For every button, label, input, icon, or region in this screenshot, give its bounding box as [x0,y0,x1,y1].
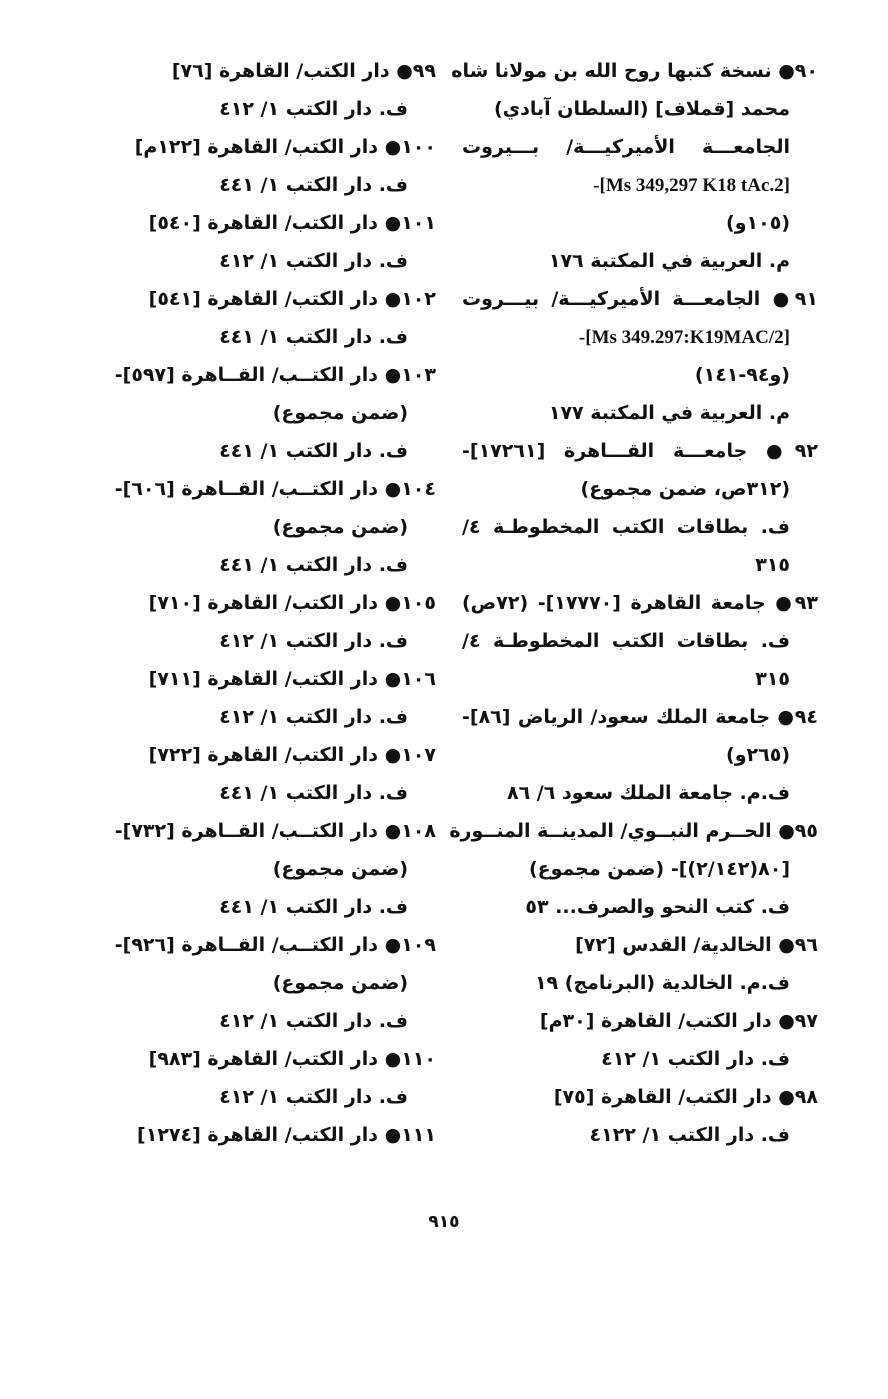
entry-heading-line: ١٠٠● دار الكتب/ القاهرة [١٢٢م] [134,136,436,158]
entry-heading-line: ٩٥● الحــرم النبــوي/ المدينــة المنــورة [449,820,818,842]
entry-detail-line: ف. دار الكتب ١/ ٤٤١ [219,554,408,576]
entry-detail-line: م. العربية في المكتبة ١٧٦ [548,250,790,272]
entry-heading-line: ١١٠● دار الكتب/ القاهرة [٩٨٣] [148,1048,436,1070]
entry-heading-line: ٩٤● جامعة الملك سعود/ الرياض [٨٦]- [462,706,818,728]
entry-detail-line: ف. دار الكتب ١/ ٤٤١ [219,782,408,804]
right-column [449,52,818,1154]
entry-heading-line: ٩٠● نسخة كتبها روح الله بن مولانا شاه [451,60,818,82]
entry-detail-line: ف. دار الكتب ١/ ٤١٢ [219,250,408,272]
entry-detail-line: م. العربية في المكتبة ١٧٧ [548,402,790,424]
entry-detail-line: (ضمن مجموع) [272,516,408,538]
entry-detail-line: (٢٦٥و) [726,744,790,766]
entry-detail-line: ف. دار الكتب ١/ ٤١٢ [601,1048,790,1070]
entry-detail-line: -[Ms 349,297 K18 tAc.2] [593,175,790,196]
entry-heading-line: ١٠٦● دار الكتب/ القاهرة [٧١١] [148,668,436,690]
entry-heading-line: ٩٨● دار الكتب/ القاهرة [٧٥] [553,1086,818,1108]
entry-heading-line: ٩١● الجامعـــة الأميركيـــة/ بيـــروت [462,288,818,310]
entry-detail-line: ٣١٥ [755,668,790,690]
entry-detail-line: (١٠٥و) [726,212,790,234]
entry-heading-line: ٩٢● جامعـــة القـــاهرة [١٧٢٦١]- [462,440,818,462]
entry-detail-line: -[Ms 349.297:K19MAC/2] [578,327,790,348]
entry-detail-line: ف. دار الكتب ١/ ٤١٢٢ [589,1124,790,1146]
entry-heading-line: ١٠٢● دار الكتب/ القاهرة [٥٤١] [148,288,436,310]
left-column [114,52,436,1154]
entry-heading-line: ١٠٧● دار الكتب/ القاهرة [٧٢٢] [148,744,436,766]
entry-detail-line: ف. دار الكتب ١/ ٤١٢ [219,1086,408,1108]
entry-detail-line: ف. دار الكتب ١/ ٤١٢ [219,98,408,120]
entry-detail-line: ف. بطاقات الكتب المخطوطـة ٤/ [462,630,790,652]
entry-heading-line: ١٠٣● دار الكتــب/ القــاهرة [٥٩٧]- [114,364,436,386]
entry-detail-line: ف. دار الكتب ١/ ٤١٢ [219,706,408,728]
entry-detail-line: محمد [قملاف] (السلطان آبادي) [494,98,790,120]
page-number: ٩١٥ [428,1212,460,1232]
entry-detail-line: (و٩٤-١٤١) [694,364,790,386]
entry-detail-line: (ضمن مجموع) [272,402,408,424]
entry-detail-line: ف. دار الكتب ١/ ٤٤١ [219,326,408,348]
entry-detail-line: ف. دار الكتب ١/ ٤١٢ [219,1010,408,1032]
entry-heading-line: ٩٣● جامعة القاهرة [١٧٧٧٠]- (٧٢ص) [462,592,818,614]
entry-detail-line: (٣١٢ص، ضمن مجموع) [580,478,790,500]
entry-heading-line: ١٠٤● دار الكتــب/ القــاهرة [٦٠٦]- [114,478,436,500]
entry-heading-line: ١٠٩● دار الكتــب/ القــاهرة [٩٢٦]- [114,934,436,956]
entry-detail-line: ف. بطاقات الكتب المخطوطـة ٤/ [462,516,790,538]
entry-detail-line: ف.م. الخالدية (البرنامج) ١٩ [534,972,790,994]
entry-heading-line: ١٠٨● دار الكتــب/ القــاهرة [٧٣٢]- [114,820,436,842]
entry-detail-line: ٣١٥ [755,554,790,576]
entry-detail-line: (ضمن مجموع) [272,858,408,880]
entry-detail-line: (ضمن مجموع) [272,972,408,994]
entry-detail-line: الجامعـــة الأميركيـــة/ بـــيروت [462,136,790,158]
entry-detail-line: ف. دار الكتب ١/ ٤١٢ [219,630,408,652]
entry-heading-line: ١١١● دار الكتب/ القاهرة [١٢٧٤] [137,1124,436,1146]
entry-detail-line: ف.م. جامعة الملك سعود ٦/ ٨٦ [506,782,790,804]
entry-heading-line: ٩٧● دار الكتب/ القاهرة [٣٠م] [539,1010,818,1032]
entry-detail-line: [٨٠(٢/١٤٢)]- (ضمن مجموع) [528,858,790,880]
entry-heading-line: ١٠٥● دار الكتب/ القاهرة [٧١٠] [148,592,436,614]
entry-detail-line: ف. دار الكتب ١/ ٤٤١ [219,440,408,462]
entry-detail-line: ف. دار الكتب ١/ ٤٤١ [219,896,408,918]
entry-detail-line: ف. كتب النحو والصرف... ٥٣ [525,896,790,918]
entry-heading-line: ١٠١● دار الكتب/ القاهرة [٥٤٠] [148,212,436,234]
entry-heading-line: ٩٩● دار الكتب/ القاهرة [٧٦] [171,60,436,82]
entry-detail-line: ف. دار الكتب ١/ ٤٤١ [219,174,408,196]
entry-heading-line: ٩٦● الخالدية/ القدس [٧٢] [575,934,818,956]
